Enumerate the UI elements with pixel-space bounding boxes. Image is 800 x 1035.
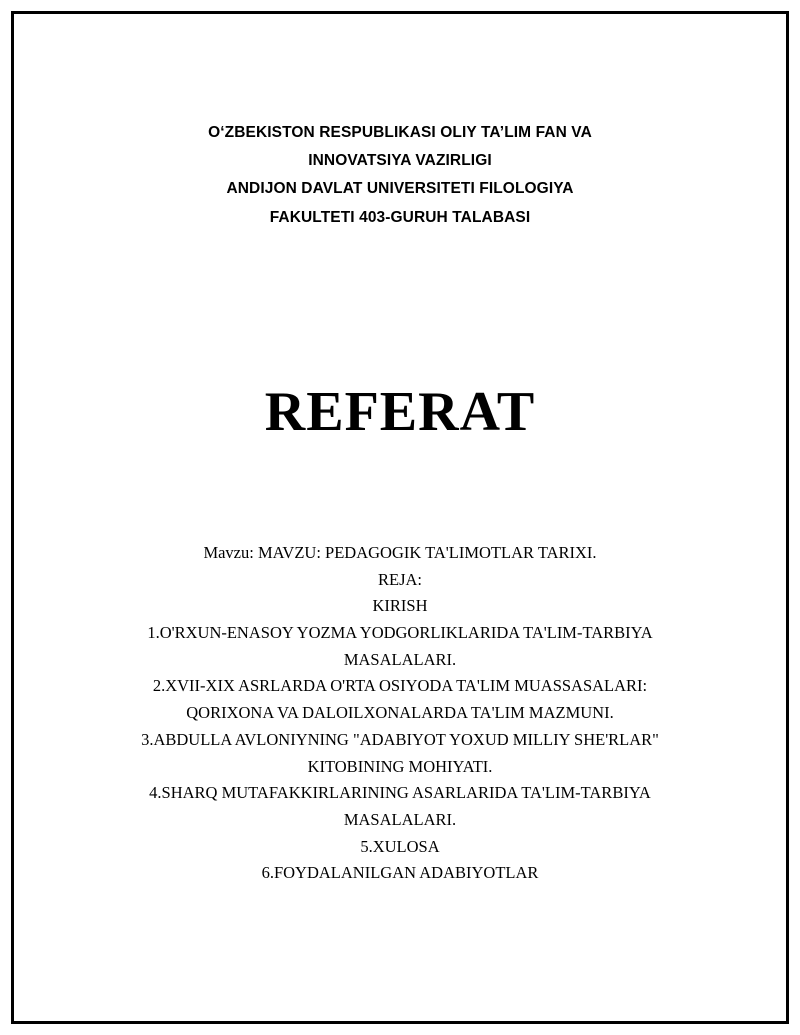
plan-item-5: 5.XULOSA (360, 836, 440, 856)
page-title: REFERAT (264, 380, 536, 443)
page-content (14, 14, 786, 1021)
plan-item-4: 4.SHARQ MUTAFAKKIRLARINING ASARLARIDA TA'LIM-TARBIYA MASALALARI. (149, 783, 651, 829)
header-line-3: ANDIJON DAVLAT UNIVERSITETI FILOLOGIYA (226, 180, 574, 198)
institution-header (109, 119, 691, 232)
plan-item-3: 3.ABDULLA AVLONIYNING "ADABIYOT YOXUD MILLIY SHE'RLAR" KITOBINING MOHIYATI. (141, 729, 659, 776)
plan-item-6: 6.FOYDALANILGAN ADABIYOTLAR (261, 863, 539, 883)
plan-item-1: 1.O'RXUN-ENASOY YOZMA YODGORLIKLARIDA TA'LIM-TARBIYA MASALALARI. (147, 622, 653, 669)
subject-line: Mavzu: MAVZU: PEDAGOGIK TA'LIMOTLAR TARIXI. (203, 542, 597, 562)
plan-item-0: KIRISH (372, 596, 428, 616)
plan-item-2: 2.XVII-XIX ASRLARDA O'RTA OSIYODA TA'LIM MUASSASALARI: QORIXONA VA DALOILXONALARDA TA'LIM MAZMUNI. (152, 676, 648, 723)
header-line-2: INNOVATSIYA VAZIRLIGI (308, 152, 492, 170)
header-line-4: FAKULTETI 403-GURUH TALABASI (269, 208, 531, 226)
subject-and-plan (109, 540, 691, 887)
plan-label: REJA: (377, 569, 422, 589)
header-line-1: O‘ZBEKISTON RESPUBLIKASI OLIY TA’LIM FAN VA (208, 124, 592, 141)
